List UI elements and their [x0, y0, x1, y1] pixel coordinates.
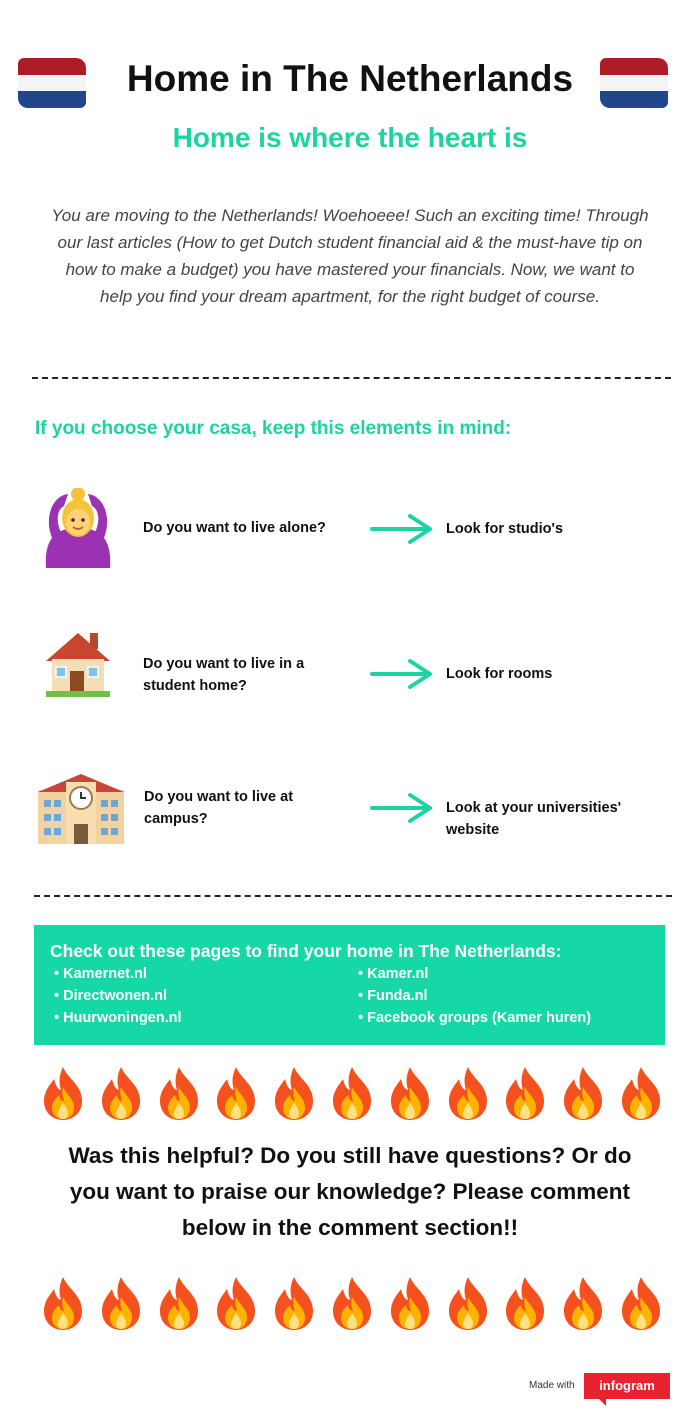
- fire-icon: [616, 1065, 666, 1121]
- resources-box: [34, 925, 665, 1045]
- arrow-right-icon: [370, 658, 434, 690]
- resources-heading: Check out these pages to find your home in The Netherlands:: [50, 941, 562, 961]
- choice-answer: Look for rooms: [446, 666, 553, 682]
- closing-question: Was this helpful? Do you still have questions? Or do you want to praise our knowledge? Please comment below in the comment section!!: [68, 1143, 632, 1240]
- resource-link-kamernet[interactable]: • Kamernet.nl: [54, 966, 147, 982]
- fire-icon: [616, 1275, 666, 1331]
- fire-icon: [96, 1275, 146, 1331]
- choice-question: Do you want to live in a student home?: [143, 656, 305, 694]
- fire-icon: [96, 1065, 146, 1121]
- school-building-icon: [36, 770, 126, 846]
- arrow-right-icon: [370, 792, 434, 824]
- fire-icon: [211, 1275, 261, 1331]
- made-with-label: Made with: [529, 1380, 575, 1391]
- fire-icon: [38, 1065, 88, 1121]
- page-title: Home in The Netherlands: [126, 58, 574, 99]
- house-icon: [42, 627, 114, 699]
- resource-link-kamer[interactable]: • Kamer.nl: [358, 966, 429, 982]
- fire-icon: [385, 1275, 435, 1331]
- fire-icon: [327, 1065, 377, 1121]
- fire-row: [38, 1065, 666, 1121]
- person-gesturing-ok-icon: [38, 488, 118, 568]
- infogram-logo[interactable]: infogram: [584, 1373, 670, 1399]
- fire-icon: [443, 1275, 493, 1331]
- fire-icon: [500, 1275, 550, 1331]
- arrow-right-icon: [370, 513, 434, 545]
- fire-icon: [154, 1065, 204, 1121]
- intro-paragraph: You are moving to the Netherlands! Woehoeee! Such an exciting time! Through our last articles (How to get Dutch student financial aid & the must-have tip on how to make a budget) you have mastered your financials. Now, we want to help you find your dream apartment, for the right budget of course.: [51, 206, 649, 306]
- choice-answer: Look at your universities' website: [446, 800, 622, 838]
- fire-icon: [385, 1065, 435, 1121]
- fire-icon: [211, 1065, 261, 1121]
- resource-link-directwonen[interactable]: • Directwonen.nl: [54, 988, 168, 1004]
- choice-question: Do you want to live at campus?: [144, 789, 294, 827]
- page-subtitle: Home is where the heart is: [172, 122, 528, 153]
- section-divider: [32, 377, 671, 379]
- fire-row: [38, 1275, 666, 1331]
- fire-icon: [443, 1065, 493, 1121]
- choice-answer: Look for studio's: [446, 521, 564, 537]
- infogram-logo-tail: [598, 1398, 606, 1406]
- fire-icon: [558, 1275, 608, 1331]
- resource-link-huurwoningen[interactable]: • Huurwoningen.nl: [54, 1010, 182, 1026]
- fire-icon: [327, 1275, 377, 1331]
- resource-link-funda[interactable]: • Funda.nl: [358, 988, 428, 1004]
- fire-icon: [154, 1275, 204, 1331]
- fire-icon: [269, 1065, 319, 1121]
- fire-icon: [500, 1065, 550, 1121]
- fire-icon: [38, 1275, 88, 1331]
- section-divider: [34, 895, 672, 897]
- fire-icon: [269, 1275, 319, 1331]
- resource-link-facebook-groups[interactable]: • Facebook groups (Kamer huren): [358, 1010, 592, 1026]
- fire-icon: [558, 1065, 608, 1121]
- choice-question: Do you want to live alone?: [143, 520, 326, 536]
- section-heading: If you choose your casa, keep this elements in mind:: [35, 418, 512, 439]
